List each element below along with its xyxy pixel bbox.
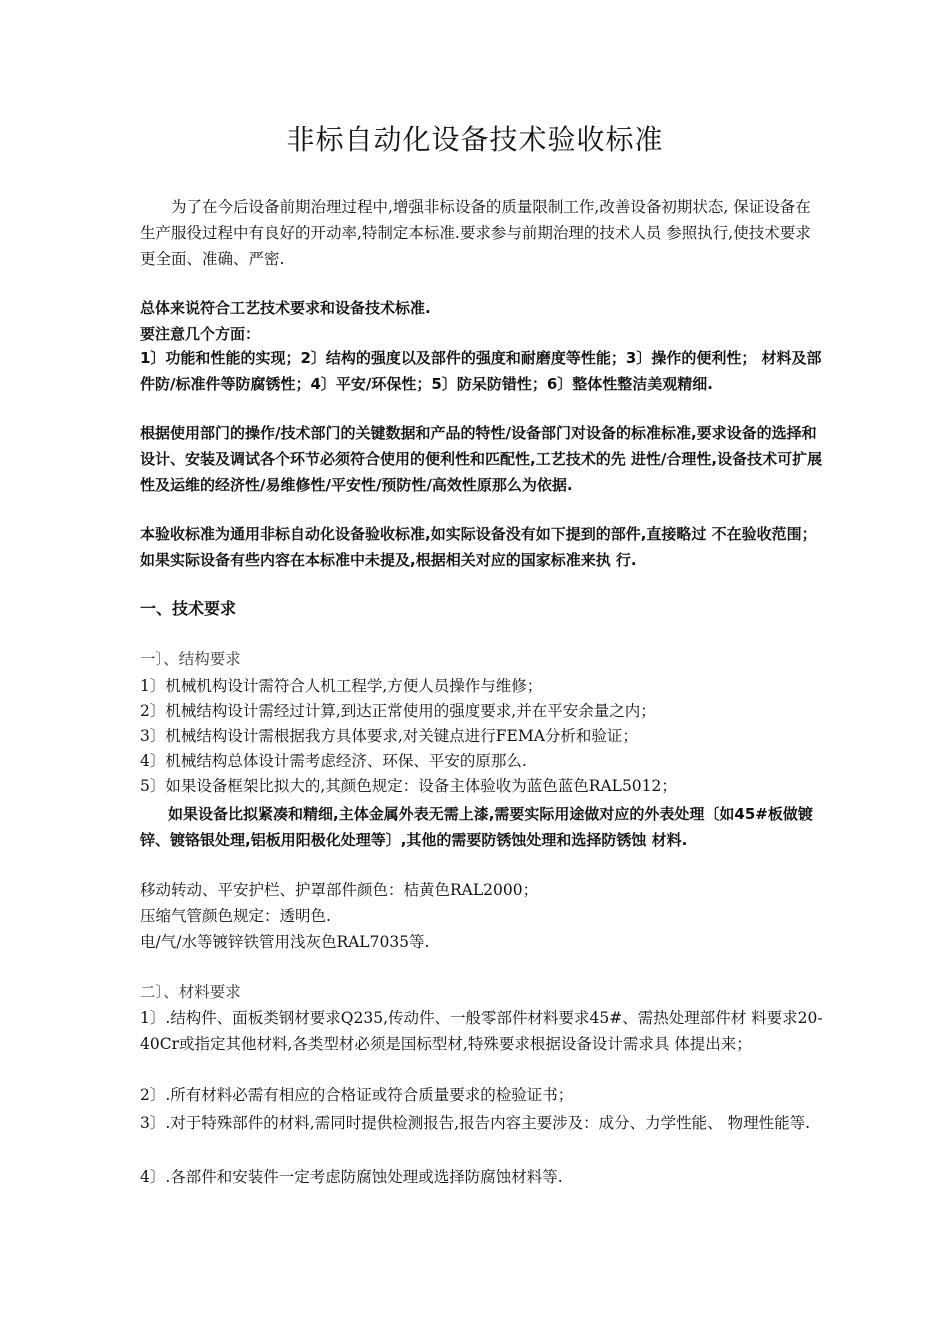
subsection-heading-structure: 一〕、结构要求	[140, 650, 241, 668]
color-rule: 移动转动、平安护栏、护罩部件颜色：桔黄色RAL2000；	[140, 881, 539, 899]
structure-item: 3〕机械结构设计需根据我方具体要求,对关键点进行FEMA分析和验证；	[140, 727, 638, 745]
materials-item: 4〕.各部件和安装件一定考虑防腐蚀处理或选择防腐蚀材料等.	[140, 1168, 563, 1186]
intro-paragraph: 为了在今后设备前期治理过程中,增强非标设备的质量限制工作,改善设备初期状态, 保证设备在生产服役过程中有良好的开动率,特制定本标准.要求参与前期治理的技术人员 参照执行,使技术要求更全面、准确、严密.	[140, 198, 811, 268]
general-line-2: 要注意几个方面：	[140, 325, 261, 343]
materials-item: 3〕.对于特殊部件的材料,需同时提供检测报告,报告内容主要涉及：成分、力学性能、 物理性能等.	[140, 1114, 810, 1132]
materials-item: 1〕.结构件、面板类钢材要求Q235,传动件、一般零部件材料要求45#、需热处理部件材 料要求20-40Cr或指定其他材料,各类型材必须是国标型材,特殊要求根据设备设计需求具 体提出来；	[140, 1009, 823, 1053]
structure-item: 1〕机械机构设计需符合人机工程学,方便人员操作与维修；	[140, 677, 543, 695]
scope-paragraph: 本验收标准为通用非标自动化设备验收标准,如实际设备没有如下提到的部件,直接略过 不在验收范围；如果实际设备有些内容在本标准中未提及,根据相关对应的国家标准来执 行.	[140, 525, 817, 569]
compact-note-paragraph: 如果设备比拟紧凑和精细,主体金属外表无需上漆,需要实际用途做对应的外表处理〔如45#板做镀锌、镀铬银处理,铝板用阳极化处理等〕,其他的需要防锈蚀处理和选择防锈蚀 材料.	[140, 805, 813, 849]
section-heading-technical: 一、技术要求	[140, 599, 237, 618]
structure-item: 4〕机械结构总体设计需考虑经济、环保、平安的原那么.	[140, 752, 527, 770]
color-rule: 电/气/水等镀锌铁管用浅灰色RAL7035等.	[140, 933, 430, 951]
basis-paragraph: 根据使用部门的操作/技术部门的关键数据和产品的特性/设备部门对设备的标准标准,要求设备的选择和设计、安装及调试各个环节必须符合使用的便利性和匹配性,工艺技术的先 进性/合理性,设备技术可扩展性及运维的经济性/易维修性/平安性/预防性/高效性原那么为依据.	[140, 424, 823, 494]
materials-item: 2〕.所有材料必需有相应的合格证或符合质量要求的检验证书；	[140, 1086, 574, 1104]
color-rule: 压缩气管颜色规定：透明色.	[140, 907, 331, 925]
structure-item: 5〕如果设备框架比拟大的,其颜色规定：设备主体验收为蓝色蓝色RAL5012；	[140, 777, 677, 795]
general-line-1: 总体来说符合工艺技术要求和设备技术标准.	[140, 299, 431, 317]
aspects-paragraph: 1〕功能和性能的实现；2〕结构的强度以及部件的强度和耐磨度等性能；3〕操作的便利性； 材料及部件防/标准件等防腐锈性；4〕平安/环保性；5〕防呆防错性；6〕整体性整洁美观精细.	[140, 349, 822, 393]
page-title: 非标自动化设备技术验收标准	[286, 123, 664, 156]
structure-item: 2〕机械结构设计需经过计算,到达正常使用的强度要求,并在平安余量之内；	[140, 702, 656, 720]
subsection-heading-materials: 二〕、材料要求	[140, 983, 241, 1001]
